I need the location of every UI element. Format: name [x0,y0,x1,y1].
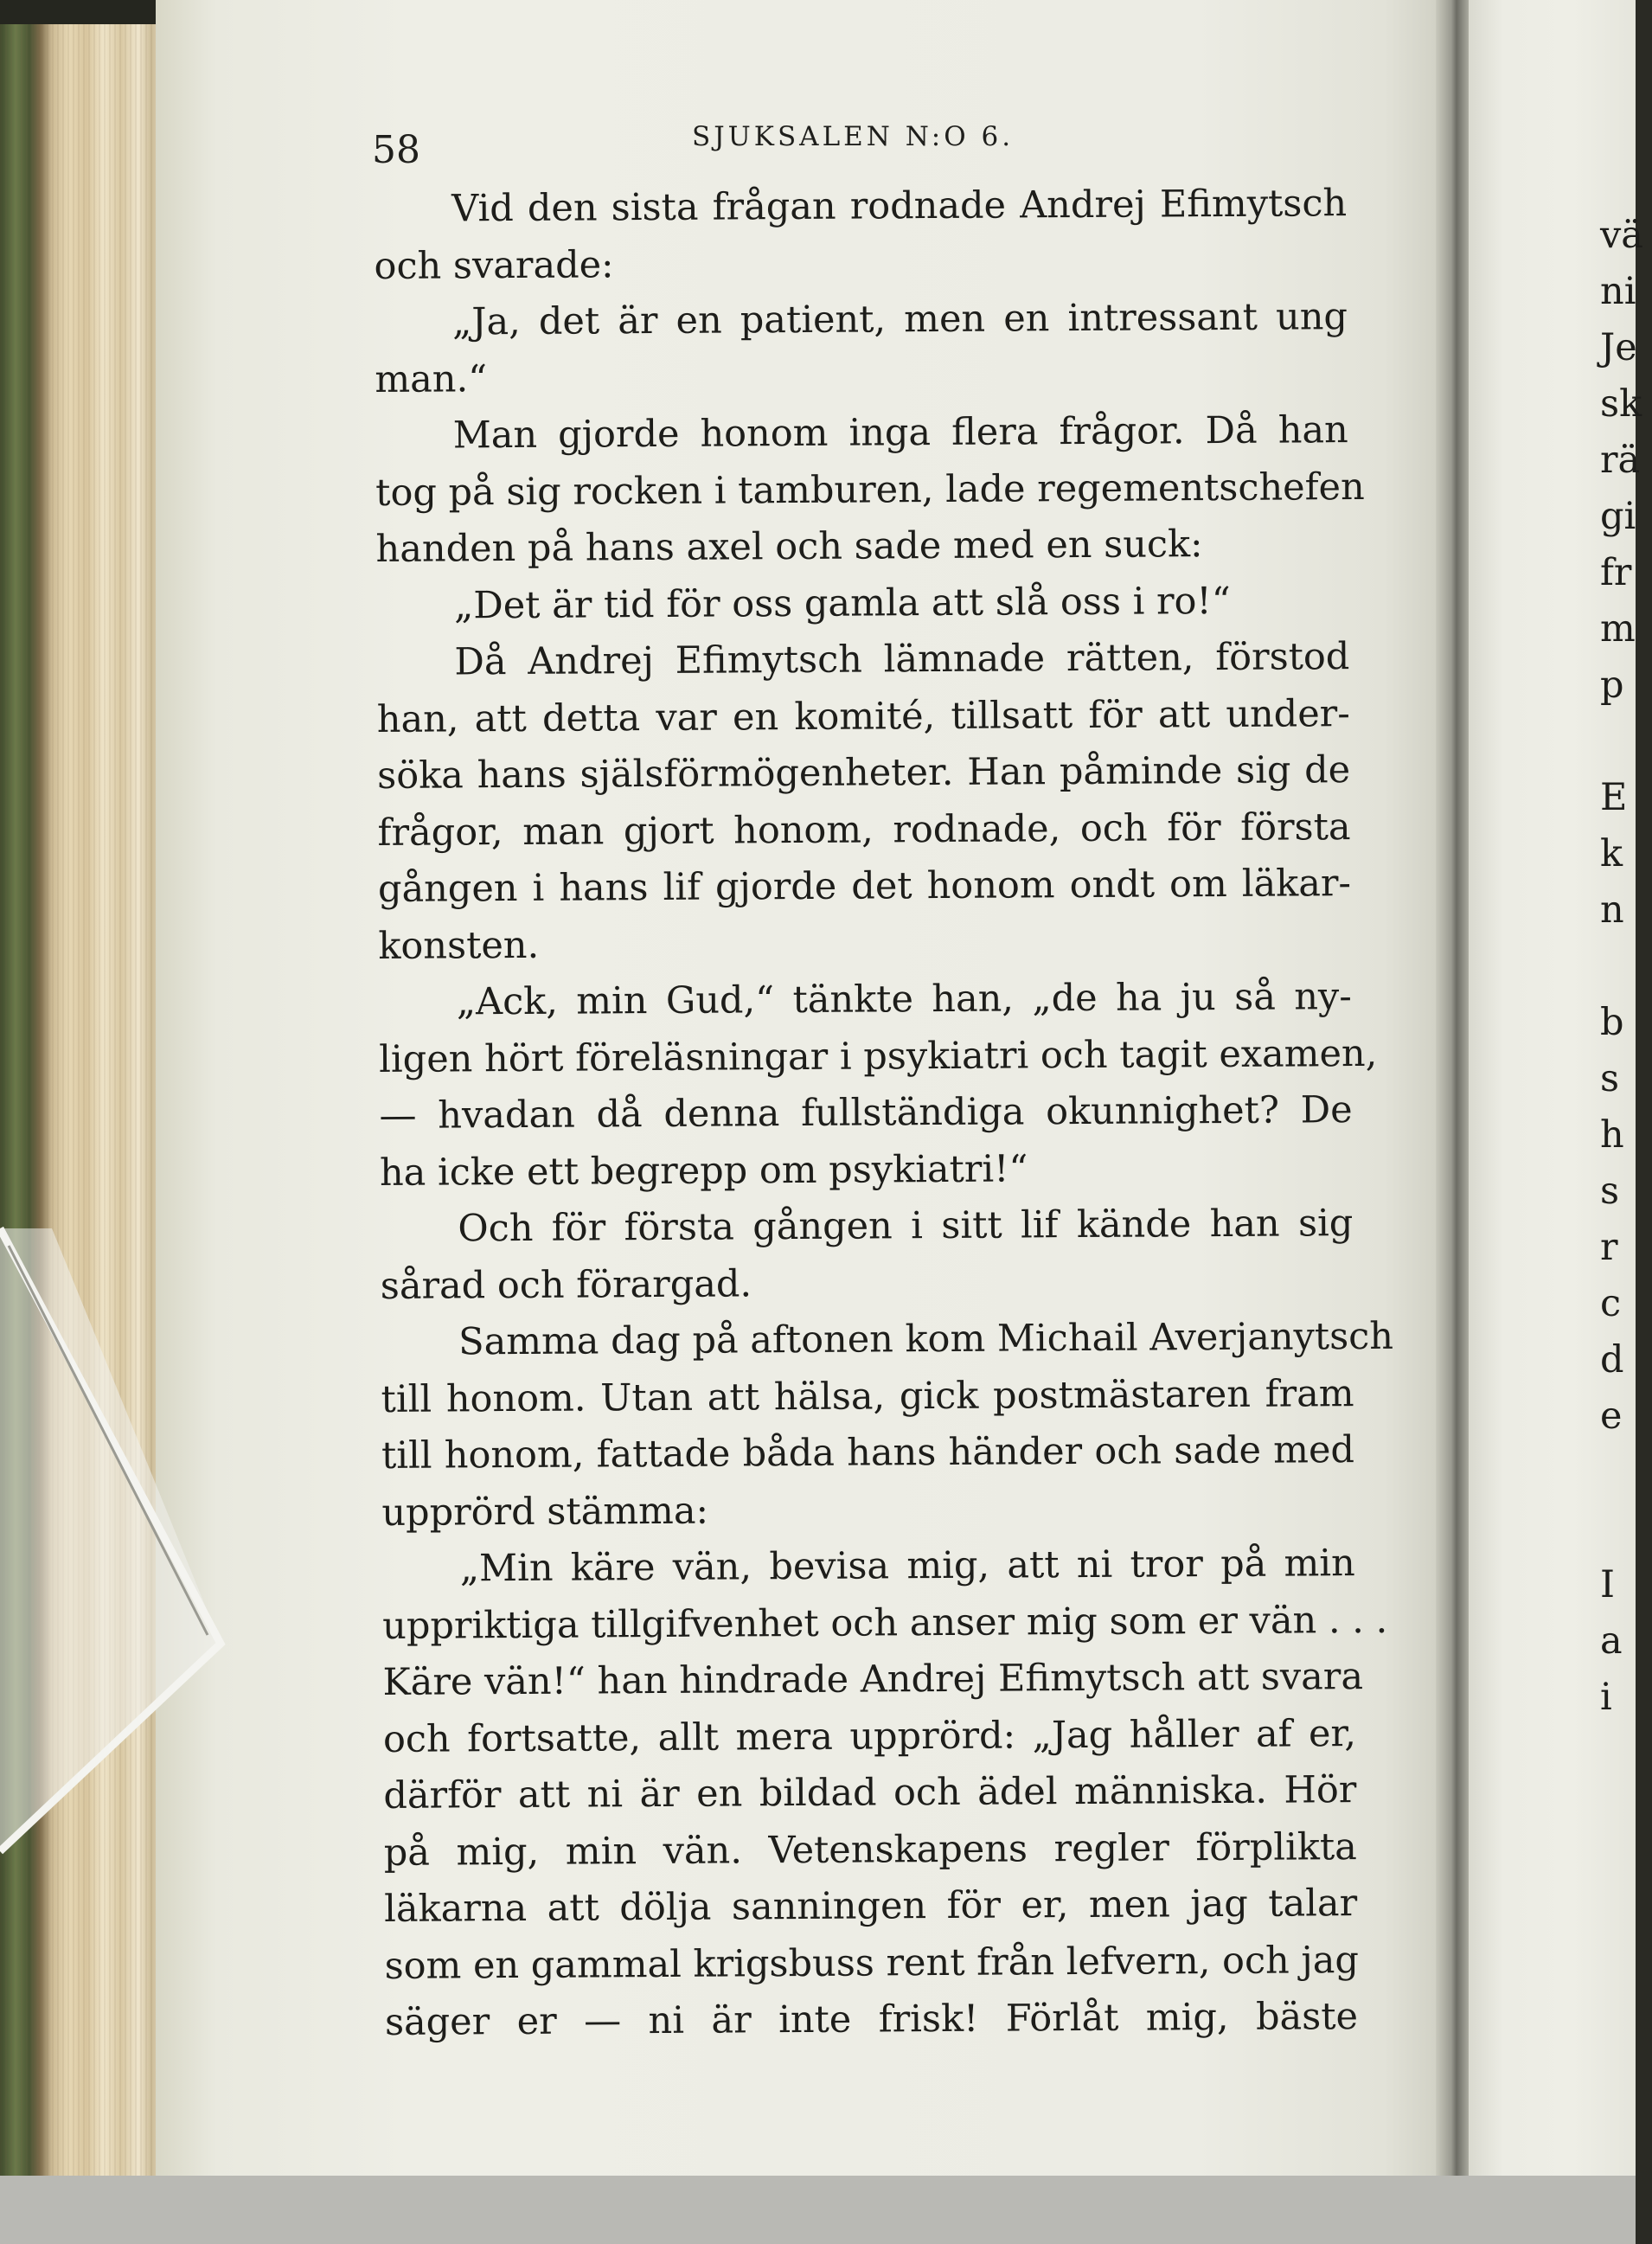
text-line: han, att detta var en komité, tillsatt för att under- [376,691,1350,741]
page-number: 58 [372,128,420,172]
facing-page-fragment: fr [1600,551,1632,594]
facing-page-fragment: a [1600,1619,1623,1663]
text-line: Då Andrej Efimytsch lämnade rätten, förstod [454,635,1350,684]
text-line: och svarade: [374,242,614,288]
text-line: Och för första gången i sitt lif kände han sig [458,1202,1354,1251]
facing-page-fragment: b [1600,1001,1624,1044]
facing-page-fragment: sk [1600,382,1642,426]
text-line: till honom. Utan att hälsa, gick postmästaren fram [381,1371,1354,1421]
facing-page-fragment: k [1600,832,1623,875]
text-line: till honom, fattade båda hans händer och sade med [381,1428,1355,1478]
text-line: gången i hans lif gjorde det honom ondt om läkar- [377,862,1352,911]
text-line: ha icke ett begrepp om psykiatri!“ [379,1146,1028,1195]
text-line: „Ack, min Gud,“ tänkte han, „de ha ju så ny- [456,975,1352,1024]
facing-page-fragment: i [1600,1676,1612,1719]
facing-page-fragment: c [1600,1282,1622,1325]
book-gutter [1436,0,1470,2176]
facing-page-fragment: e [1600,1394,1623,1438]
text-line: säger er — ni är inte frisk! Förlåt mig, bäste [384,1995,1359,2044]
text-line: „Ja, det är en patient, men en intressant ung [451,295,1348,344]
facing-page-fragment: gi [1600,495,1636,538]
facing-page-fragment [1600,1445,1652,1501]
facing-page-fragment: vä [1600,214,1643,257]
text-line: som en gammal krigsbuss rent från lefvern, och jag [384,1938,1360,1988]
text-line: man.“ [375,356,488,401]
text-line: handen på hans axel och sade med en suck: [375,523,1203,571]
text-line: Vid den sista frågan rodnade Andrej Efimytsch [451,182,1348,231]
facing-page-text-fragments [1600,208,1652,1726]
facing-page-fragment: h [1600,1113,1624,1157]
text-line: söka hans själsförmögenheter. Han påminde sig de [377,748,1351,798]
facing-page-fragment [1600,714,1652,770]
bookmark-ribbon [0,1228,234,1851]
running-header: SJUKSALEN N:O 6. [692,121,1015,152]
text-line: frågor, man gjort honom, rodnade, och för första [377,805,1351,855]
text-line: tog på sig rocken i tamburen, lade regementschefen [375,465,1365,515]
facing-page-fragment [1600,1501,1652,1557]
text-line: på mig, min vän. Vetenskapens regler förplikta [383,1824,1357,1875]
facing-page-fragment: rä [1600,439,1641,482]
facing-page-fragment: m [1600,607,1636,651]
text-line: — hvadan då denna fullständiga okunnighet? De [379,1088,1353,1138]
text-line: Käre vän!“ han hindrade Andrej Efimytsch att svara [382,1655,1364,1704]
text-line: sårad och förargad. [380,1261,752,1308]
text-line: och fortsatte, allt mera upprörd: „Jag håller af er, [382,1711,1357,1761]
text-line: Samma dag på aftonen kom Michail Averjanytsch [458,1314,1394,1364]
facing-page-fragment: n [1600,888,1624,932]
facing-page-fragment [1600,939,1652,995]
facing-page-fragment: d [1600,1338,1624,1382]
facing-page-fragment: Je [1600,326,1637,369]
text-line: konsten. [378,923,540,968]
facing-page-fragment: ni [1600,270,1636,313]
book-cover-corner [0,0,164,24]
text-line: Man gjorde honom inga flera frågor. Då han [452,408,1348,458]
text-line: läkarna att dölja sanningen för er, men jag talar [384,1882,1358,1931]
text-line: därför att ni är en bildad och ädel människa. Hör [383,1768,1357,1818]
facing-page-fragment: E [1600,776,1628,819]
facing-page-fragment: I [1600,1563,1615,1606]
text-line: uppriktiga tillgifvenhet och anser mig som er vän . . . [382,1598,1388,1648]
facing-page-fragment: p [1600,664,1624,707]
scan-background [0,2176,1636,2244]
text-line: „Det är tid för oss gamla att slå oss i ro!“ [453,579,1231,627]
text-line: upprörd stämma: [381,1489,709,1535]
facing-page-fragment: s [1600,1057,1620,1100]
facing-page-fragment: s [1600,1170,1620,1213]
text-line: „Min käre vän, bevisa mig, att ni tror på min [459,1542,1355,1591]
text-line: ligen hört föreläsningar i psykiatri och tagit examen, [379,1031,1378,1081]
body-text [374,176,1394,2044]
facing-page-fragment: r [1600,1226,1618,1269]
